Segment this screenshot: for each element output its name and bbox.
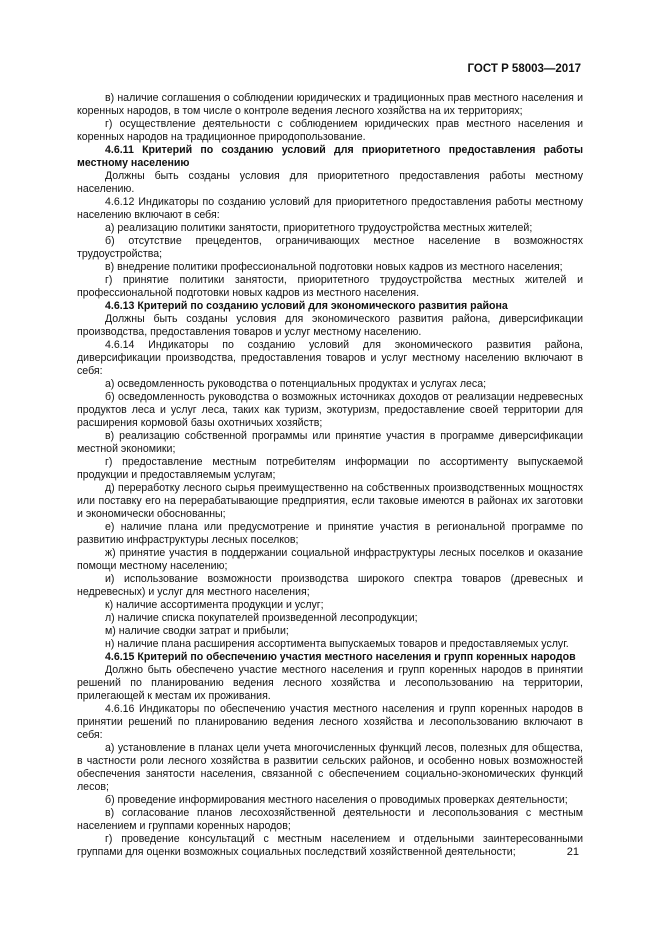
list-item: б) осведомленность руководства о возможных источниках доходов от реализации недревесных продуктов леса и услуг леса, таких как туризм, экотуризм, предоставление своей территории для расширения кормовой базы охотничьих хозяйств;	[77, 391, 583, 429]
section-heading: 4.6.11 Критерий по созданию условий для приоритетного предоставления работы местному населению	[77, 144, 583, 169]
list-item: г) предоставление местным потребителям информации по ассортименту выпускаемой продукции и предоставляемым услугам;	[77, 456, 583, 481]
section-heading: 4.6.13 Критерий по созданию условий для экономического развития района	[105, 300, 508, 312]
paragraph: Должны быть созданы условия для экономического развития района, диверсификации производства, предоставления товаров и услуг местному населению.	[77, 313, 583, 338]
document-code: ГОСТ Р 58003—2017	[467, 63, 581, 75]
section-heading: 4.6.15 Критерий по обеспечению участия местного населения и групп коренных народов	[105, 651, 576, 663]
list-item: г) принятие политики занятости, приоритетного трудоустройства местных жителей и профессиональной подготовки новых кадров из местного населения.	[77, 274, 583, 299]
list-item: к) наличие ассортимента продукции и услуг;	[105, 599, 324, 611]
paragraph: в) наличие соглашения о соблюдении юридических и традиционных прав местного населения и коренных народов, в том числе о контроле ведения лесного хозяйства на их территориях;	[77, 92, 583, 117]
list-item: л) наличие списка покупателей произведенной лесопродукции;	[105, 612, 418, 624]
list-item: е) наличие плана или предусмотрение и принятие участия в региональной программе по развитию инфраструктуры лесных поселков;	[77, 521, 583, 546]
paragraph: 4.6.12 Индикаторы по созданию условий для приоритетного предоставления работы местному населению включают в себя:	[77, 196, 583, 221]
paragraph: 4.6.14 Индикаторы по созданию условий для экономического развития района, диверсификации производства, предоставления товаров и услуг местному населению включают в себя:	[77, 339, 583, 377]
list-item: а) осведомленность руководства о потенциальных продуктах и услугах леса;	[105, 378, 487, 390]
list-item: г) проведение консультаций с местным населением и отдельными заинтересованными группами для оценки возможных социальных последствий хозяйственной деятельности;	[77, 833, 583, 858]
list-item: б) отсутствие прецедентов, ограничивающих местное население в возможностях трудоустройства;	[77, 235, 583, 260]
paragraph: 4.6.16 Индикаторы по обеспечению участия местного населения и групп коренных народов в принятии решений по планированию ведения лесного хозяйства и лесопользованию включают в себя:	[77, 703, 583, 741]
list-item: в) согласование планов лесохозяйственной деятельности и лесопользования с местным населением и группами коренных народов;	[77, 807, 583, 832]
list-item: в) внедрение политики профессиональной подготовки новых кадров из местного населения;	[105, 261, 563, 273]
document-body	[77, 92, 583, 859]
list-item: а) реализацию политики занятости, приоритетного трудоустройства местных жителей;	[105, 222, 533, 234]
list-item: а) установление в планах цели учета многочисленных функций лесов, полезных для общества, в частности роли лесного хозяйства в развитии сельских районов, и особенно новых возможностей обеспечения занятости населения, связанной с обеспечением социально-экономических функций лесов;	[77, 742, 583, 793]
paragraph: г) осуществление деятельности с соблюдением юридических прав местного населения и коренных народов на традиционное природопользование.	[77, 118, 583, 143]
paragraph: Должны быть созданы условия для приоритетного предоставления работы местному населению.	[77, 170, 583, 195]
list-item: б) проведение информирования местного населения о проводимых проверках деятельности;	[105, 794, 568, 806]
paragraph: Должно быть обеспечено участие местного населения и групп коренных народов в принятии решений по планированию ведения лесного хозяйства и лесопользованию на территории, прилегающей к местам их проживания.	[77, 664, 583, 702]
page-number: 21	[566, 846, 579, 858]
list-item: ж) принятие участия в поддержании социальной инфраструктуры лесных поселков и оказание помощи местному населению;	[77, 547, 583, 572]
list-item: в) реализацию собственной программы или принятие участия в программе диверсификации местной экономики;	[77, 430, 583, 455]
list-item: д) переработку лесного сырья преимущественно на собственных производственных мощностях или поставку его на перерабатывающие предприятия, если таковые имеются в районах их заготовки и экономически обоснованны;	[77, 482, 583, 520]
list-item: н) наличие плана расширения ассортимента выпускаемых товаров и предоставляемых услуг.	[105, 638, 569, 650]
list-item: и) использование возможности производства широкого спектра товаров (древесных и недревесных) и услуг для местного населения;	[77, 573, 583, 598]
list-item: м) наличие сводки затрат и прибыли;	[105, 625, 289, 637]
